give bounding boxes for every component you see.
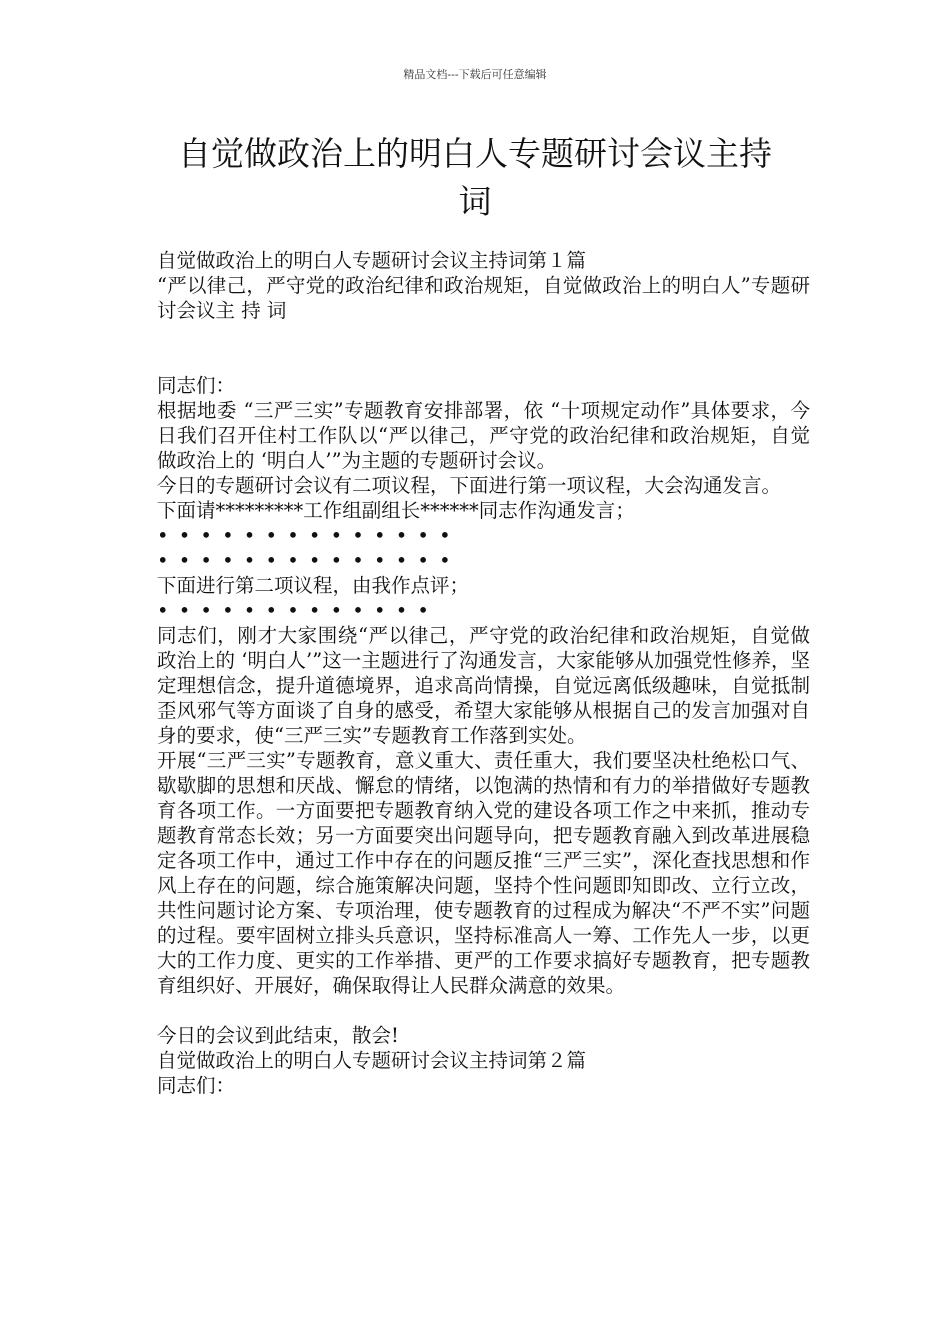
body-paragraph: 下面进行第二项议程，由我作点评； — [157, 574, 470, 597]
page-header: 精品文档---下载后可任意编辑 — [403, 68, 547, 81]
body-paragraph: 同志们，刚才大家围绕“严以律己，严守党的政治纪律和政治规矩，自觉做政治上的 ‘明白人’”这一主题进行了沟通发言，大家能够从加强党性修养，坚定理想信念，提升道德境界，追求高尚情操，自觉远离低级趣味，自觉抵制歪风邪气等方面谈了自身的感受，希望大家能够从根据自己的发言加强对自身的要求，使“三严三实”专题教育工作落到实处。 — [157, 624, 810, 747]
body-paragraph: 开展“三严三实”专题教育，意义重大、责任重大，我们要坚决杜绝松口气、歇歇脚的思想和厌战、懈怠的情绪，以饱满的热情和有力的举措做好专题教育各项工作。一方面要把专题教育纳入党的建设各项工作之中来抓，推动专题教育常态长效；另一方面要突出问题导向，把专题教育融入到改革进展稳定各项工作中，通过工作中存在的问题反推“三严三实”，深化查找思想和作风上存在的问题，综合施策解决问题，坚持个性问题即知即改、立行立改，共性问题讨论方案、专项治理，使专题教育的过程成为解决“不严不实”问题的过程。要牢固树立排头兵意识，坚持标准高人一筹、工作先人一步，以更大的工作力度、更实的工作举措、更严的工作要求搞好专题教育，把专题教育组织好、开展好，确保取得让人民群众满意的效果。 — [157, 749, 810, 997]
salutation: 同志们： — [157, 1074, 236, 1097]
salutation: 同志们： — [157, 374, 236, 397]
body-paragraph: 今日的专题研讨会议有二项议程，下面进行第一项议程，大会沟通发言。 — [157, 474, 782, 497]
title-line-1: 自觉做政治上的明白人专题研讨会议主持 — [178, 134, 772, 173]
spacer — [146, 323, 810, 373]
subtitle-paragraph: “严以律己，严守党的政治纪律和政治规矩，自觉做政治上的明白人”专题研讨会议主 持 词 — [157, 274, 810, 322]
closing-paragraph: 今日的会议到此结束，散会! — [157, 1024, 399, 1047]
section-heading-2: 自觉做政治上的明白人专题研讨会议主持词第２篇 — [157, 1049, 587, 1072]
document-title — [120, 130, 830, 226]
document-body — [146, 248, 810, 1098]
body-paragraph: 下面请*********工作组副组长******同志作沟通发言； — [157, 499, 635, 522]
section-heading-1: 自觉做政治上的明白人专题研讨会议主持词第１篇 — [157, 249, 587, 272]
body-paragraph: 根据地委 “三严三实”专题教育安排部署，依 “十项规定动作”具体要求，今日我们召开住村工作队以“严以律己，严守党的政治纪律和政治规矩，自觉做政治上的 ‘明白人’”为主题的专题研讨会议。 — [157, 399, 810, 472]
ellipsis-line: • • • • • • • • • • • • • • — [157, 549, 453, 572]
spacer — [146, 998, 810, 1023]
ellipsis-line: • • • • • • • • • • • • • — [157, 599, 431, 622]
ellipsis-line: • • • • • • • • • • • • • • — [157, 524, 453, 547]
title-line-2: 词 — [458, 182, 492, 221]
